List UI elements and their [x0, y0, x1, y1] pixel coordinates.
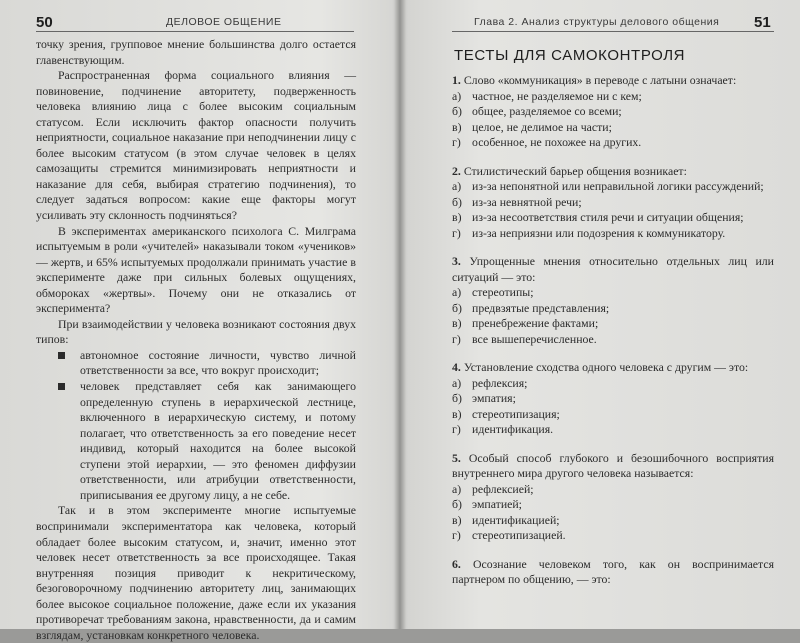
option-letter: б): [452, 194, 462, 209]
bullet-list: [36, 348, 356, 503]
question-text: [452, 557, 774, 588]
answer-option: [452, 89, 774, 105]
option-letter: г): [452, 422, 461, 436]
option-text: общее, разделяемое со всеми;: [472, 104, 622, 118]
option-text: частное, не разделяемое ни с кем;: [472, 88, 642, 103]
option-text: рефлексией;: [472, 481, 534, 496]
paragraph: Распространенная форма социального влияния — повиновение, подчинение авторитету, подверженность человека влиянию лица с более высоким социальным статусом. Если исключить фактор опасности получить неприятности, социальное наказание при неподчинении лицу с более высоким статусом (в этом случае человек в целях самозащиты стремится минимизировать неприятности и наказание для себя, выбирая стратегию подчинения), то следует задаться вопросом: какие еще факторы могут усиливать эту склонность подчиняться?: [36, 68, 356, 223]
list-item: [36, 379, 356, 503]
question-body: Осознание человеком того, как он воспринимается партнером по общению, — это:: [452, 556, 774, 586]
test-question: [452, 360, 774, 438]
question-text: [452, 254, 774, 285]
answer-option: [452, 513, 774, 529]
question-text: [452, 360, 774, 376]
question-body: Упрощенные мнения относительно отдельных лиц или ситуаций — это:: [452, 254, 774, 284]
book-spine-shadow: [394, 0, 406, 629]
answer-option: [452, 195, 774, 211]
question-number: 2.: [452, 163, 461, 178]
option-text: целое, не делимое на части;: [472, 119, 612, 134]
option-letter: а): [452, 285, 462, 299]
question-number: 1.: [452, 73, 461, 87]
answer-option: [452, 422, 774, 438]
option-letter: б): [452, 497, 462, 511]
test-question: [452, 73, 774, 151]
option-letter: г): [452, 528, 461, 542]
question-number: 5.: [452, 450, 461, 465]
paragraph: При взаимодействии у человека возникают состояния двух типов:: [36, 316, 356, 347]
answer-option: [452, 497, 774, 513]
answer-option: [452, 407, 774, 423]
square-bullet-icon: [58, 383, 65, 390]
answer-option: [452, 285, 774, 301]
option-text: идентификацией;: [472, 512, 560, 527]
option-letter: в): [452, 316, 462, 330]
question-body: Установление сходства одного человека с другим — это:: [463, 360, 749, 374]
option-text: из-за непонятной или неправильной логики рассуждений;: [472, 179, 764, 193]
option-letter: в): [452, 512, 462, 527]
option-letter: г): [452, 331, 461, 346]
option-text: все вышеперечисленное.: [472, 331, 597, 346]
question-body: Стилистический барьер общения возникает:: [463, 163, 687, 178]
answer-option: [452, 482, 774, 498]
answer-option: [452, 301, 774, 317]
header-rule: [452, 31, 774, 32]
option-text: эмпатией;: [472, 497, 522, 511]
option-text: из-за несоответствия стиля речи и ситуации общения;: [472, 210, 744, 224]
option-text: предвзятые представления;: [472, 300, 610, 315]
question-text: [452, 164, 774, 180]
paragraph: В экспериментах американского психолога С. Милграма испытуемым в роли «учителей» наказывали током «учеников» — жертв, и 65% испытуемых продолжали принимать участие в эксперименте даже при сильных болевых ощущениях, обмороках «жертвы». Почему они не отказались от эксперимента?: [36, 223, 356, 316]
right-page: [400, 0, 800, 629]
option-text: идентификация.: [472, 422, 554, 436]
option-text: стереотипизация;: [472, 406, 560, 421]
option-text: стереотипы;: [472, 285, 534, 299]
section-title: ТЕСТЫ ДЛЯ САМОКОНТРОЛЯ: [454, 47, 686, 64]
answer-option: [452, 391, 774, 407]
answer-option: [452, 226, 774, 242]
question-number: 4.: [452, 360, 461, 374]
answer-option: [452, 376, 774, 392]
question-number: 3.: [452, 254, 461, 268]
option-letter: в): [452, 210, 462, 224]
question-number: 6.: [452, 556, 461, 571]
option-letter: б): [452, 300, 462, 315]
option-letter: в): [452, 406, 462, 421]
left-page: [0, 0, 400, 642]
option-text: эмпатия;: [472, 391, 516, 405]
page-number: 50: [36, 14, 53, 31]
answer-option: [452, 528, 774, 544]
option-letter: г): [452, 135, 461, 149]
test-question: [452, 164, 774, 242]
answer-option: [452, 179, 774, 195]
answer-option: [452, 210, 774, 226]
square-bullet-icon: [58, 352, 65, 359]
question-text: [452, 451, 774, 482]
question-text: [452, 73, 774, 89]
answer-option: [452, 135, 774, 151]
running-head: Глава 2. Анализ структуры делового общения: [474, 16, 720, 28]
option-text: из-за невнятной речи;: [472, 194, 582, 209]
question-body: Особый способ глубокого и безошибочного восприятия внутреннего мира другого человека называется:: [452, 450, 775, 480]
test-questions: [452, 73, 774, 601]
list-item-text: автономное состояние личности, чувство личной ответственности за все, что вокруг происходит;: [80, 347, 356, 378]
running-head: ДЕЛОВОЕ ОБЩЕНИЕ: [166, 16, 282, 28]
option-letter: а): [452, 88, 462, 103]
header-rule: [36, 31, 354, 32]
option-text: пренебрежение фактами;: [472, 316, 599, 330]
body-text: [36, 37, 356, 643]
list-item: [36, 348, 356, 379]
option-text: стереотипизацией.: [472, 528, 566, 542]
option-letter: в): [452, 119, 462, 134]
test-question: [452, 557, 774, 588]
answer-option: [452, 316, 774, 332]
question-body: Слово «коммуникация» в переводе с латыни означает:: [463, 73, 737, 87]
option-text: из-за неприязни или подозрения к коммуникатору.: [472, 225, 726, 240]
paragraph: Так и в этом эксперименте многие испытуемые воспринимали экспериментатора как человека, который обладает более высоким статусом, и, значит, именно этот человек несет ответственность за все происходящее. Такая внутренняя позиция приводит к некритическому, безоговорочному подчинению авторитету лиц, занимающих более высокое социальное положение, даже если их указания противоречат требованиям закона, нравственности, да и самим взглядам, установкам конкретного человека.: [36, 503, 356, 642]
answer-option: [452, 120, 774, 136]
option-text: особенное, не похожее на других.: [472, 135, 642, 149]
test-question: [452, 451, 774, 544]
option-text: рефлексия;: [472, 375, 528, 390]
option-letter: а): [452, 179, 462, 193]
option-letter: а): [452, 375, 462, 390]
page-number: 51: [754, 14, 771, 31]
paragraph: точку зрения, групповое мнение большинства долго остается главенствующим.: [36, 37, 356, 67]
option-letter: б): [452, 104, 462, 118]
option-letter: г): [452, 225, 461, 240]
answer-option: [452, 104, 774, 120]
option-letter: б): [452, 391, 462, 405]
test-question: [452, 254, 774, 347]
answer-option: [452, 332, 774, 348]
option-letter: а): [452, 481, 462, 496]
list-item-text: человек представляет себя как занимающего определенную ступень в иерархической лестнице, включенного в иерархическую систему, и потому полагает, что ответственность за его поведение несет индивид, который находится на более высокой ступени этой иерархии, — это феномен диффузии ответственности, или атрибуции ответственности, приписывания ее другому лицу, а не себе.: [80, 379, 356, 502]
